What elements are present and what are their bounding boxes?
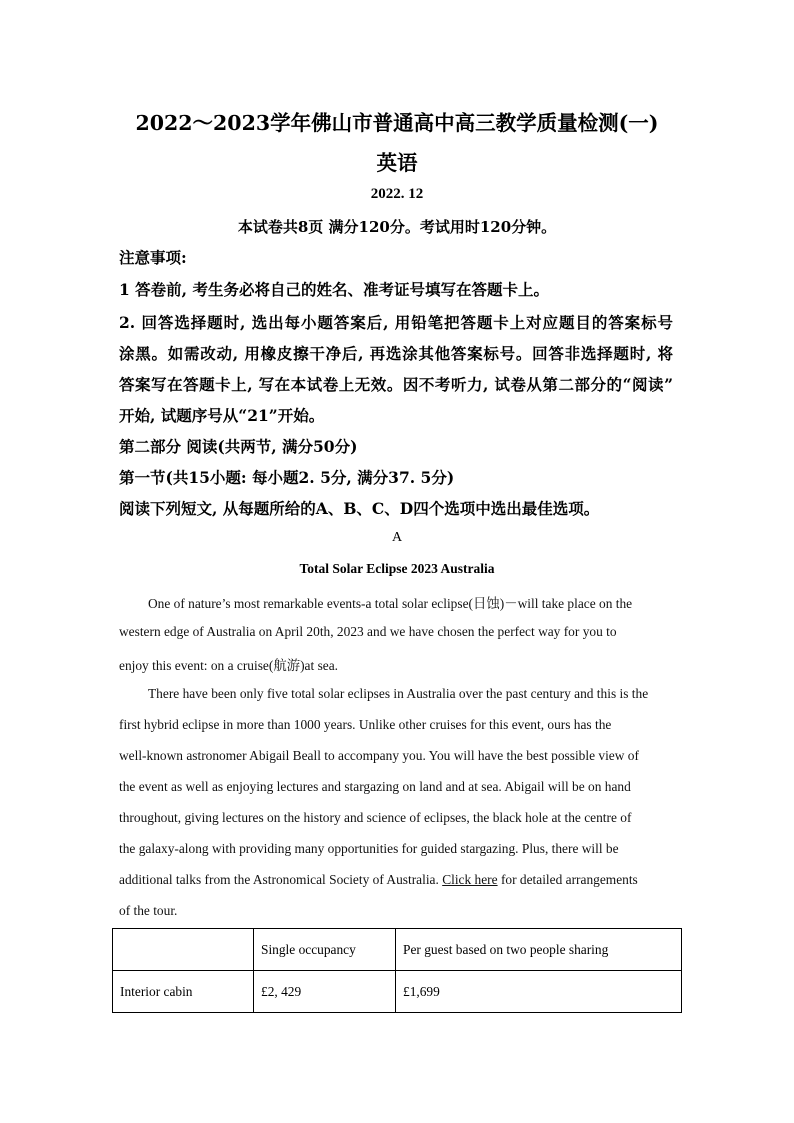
passage-letter: A: [391, 530, 403, 545]
passage-line-10: [119, 872, 638, 888]
note-item-2-line-2: 涂黑。如需改动, 用橡皮擦干净后, 再选涂其他答案标号。回答非选择题时, 将: [119, 344, 673, 363]
table-header-cell: Single occupancy: [254, 929, 396, 971]
table-header-cell: Per guest based on two people sharing: [396, 929, 682, 971]
passage-line-1: One of nature’s most remarkable events-a total solar eclipse(日蚀)－will take place on the: [148, 596, 633, 611]
subject-title: 英语: [376, 151, 418, 175]
passage-line-3: enjoy this event: on a cruise(航游)at sea.: [119, 658, 339, 673]
reading-instruction: 阅读下列短文, 从每题所给的A、B、C、D四个选项中选出最佳选项。: [119, 499, 600, 518]
note-item-2-line-1: 2. 回答选择题时, 选出每小题答案后, 用铅笔把答题卡上对应题目的答案标号: [119, 313, 673, 332]
notes-heading: 注意事项:: [119, 248, 187, 267]
exam-info: 本试卷共8页 满分120分。考试用时120分钟。: [237, 218, 557, 236]
part-heading: 第二部分 阅读(共两节, 满分50分): [119, 437, 358, 456]
table-cell: £1,699: [396, 971, 682, 1013]
passage-line-8: throughout, giving lectures on the history and science of eclipses, the black hole at the centre of: [119, 810, 632, 825]
passage-line-5: first hybrid eclipse in more than 1000 years. Unlike other cruises for this event, ours has the: [119, 717, 612, 732]
passage-line-11: of the tour.: [119, 903, 178, 918]
note-item-2-line-4: 开始, 试题序号从“21”开始。: [119, 406, 325, 425]
passage-line-4: There have been only five total solar eclipses in Australia over the past century and this is the: [148, 686, 649, 701]
table-cell: Interior cabin: [113, 971, 254, 1013]
passage-line-7: the event as well as enjoying lectures and stargazing on land and at sea. Abigail will be on hand: [119, 779, 631, 794]
passage-line-2: western edge of Australia on April 20th, 2023 and we have chosen the perfect way for you to: [119, 624, 617, 639]
note-item-1: 1 答卷前, 考生务必将自己的姓名、准考证号填写在答题卡上。: [119, 280, 549, 299]
passage-line-10-text: additional talks from the Astronomical Society of Australia.: [119, 872, 439, 887]
exam-title: 2022～2023学年佛山市普通高中高三教学质量检测(一): [135, 111, 659, 135]
passage-line-10-tail: for detailed arrangements: [500, 872, 638, 887]
passage-line-9: the galaxy-along with providing many opportunities for guided stargazing. Plus, there will be: [119, 841, 619, 856]
subsection-heading: 第一节(共15小题: 每小题2. 5分, 满分37. 5分): [119, 468, 455, 487]
passage-title: Total Solar Eclipse 2023 Australia: [299, 561, 495, 576]
table-cell: £2, 429: [254, 971, 396, 1013]
note-item-2-line-3: 答案写在答题卡上, 写在本试卷上无效。因不考听力, 试卷从第二部分的“阅读”: [119, 375, 673, 394]
exam-date: 2022. 12: [370, 186, 424, 202]
table-row: [113, 971, 682, 1013]
passage-line-6: well-known astronomer Abigail Beall to accompany you. You will have the best possible view of: [119, 748, 639, 763]
table-header-cell: [113, 929, 254, 971]
click-here-link[interactable]: Click here: [442, 872, 498, 887]
table-header-row: [113, 929, 682, 971]
price-table: [112, 928, 682, 1013]
